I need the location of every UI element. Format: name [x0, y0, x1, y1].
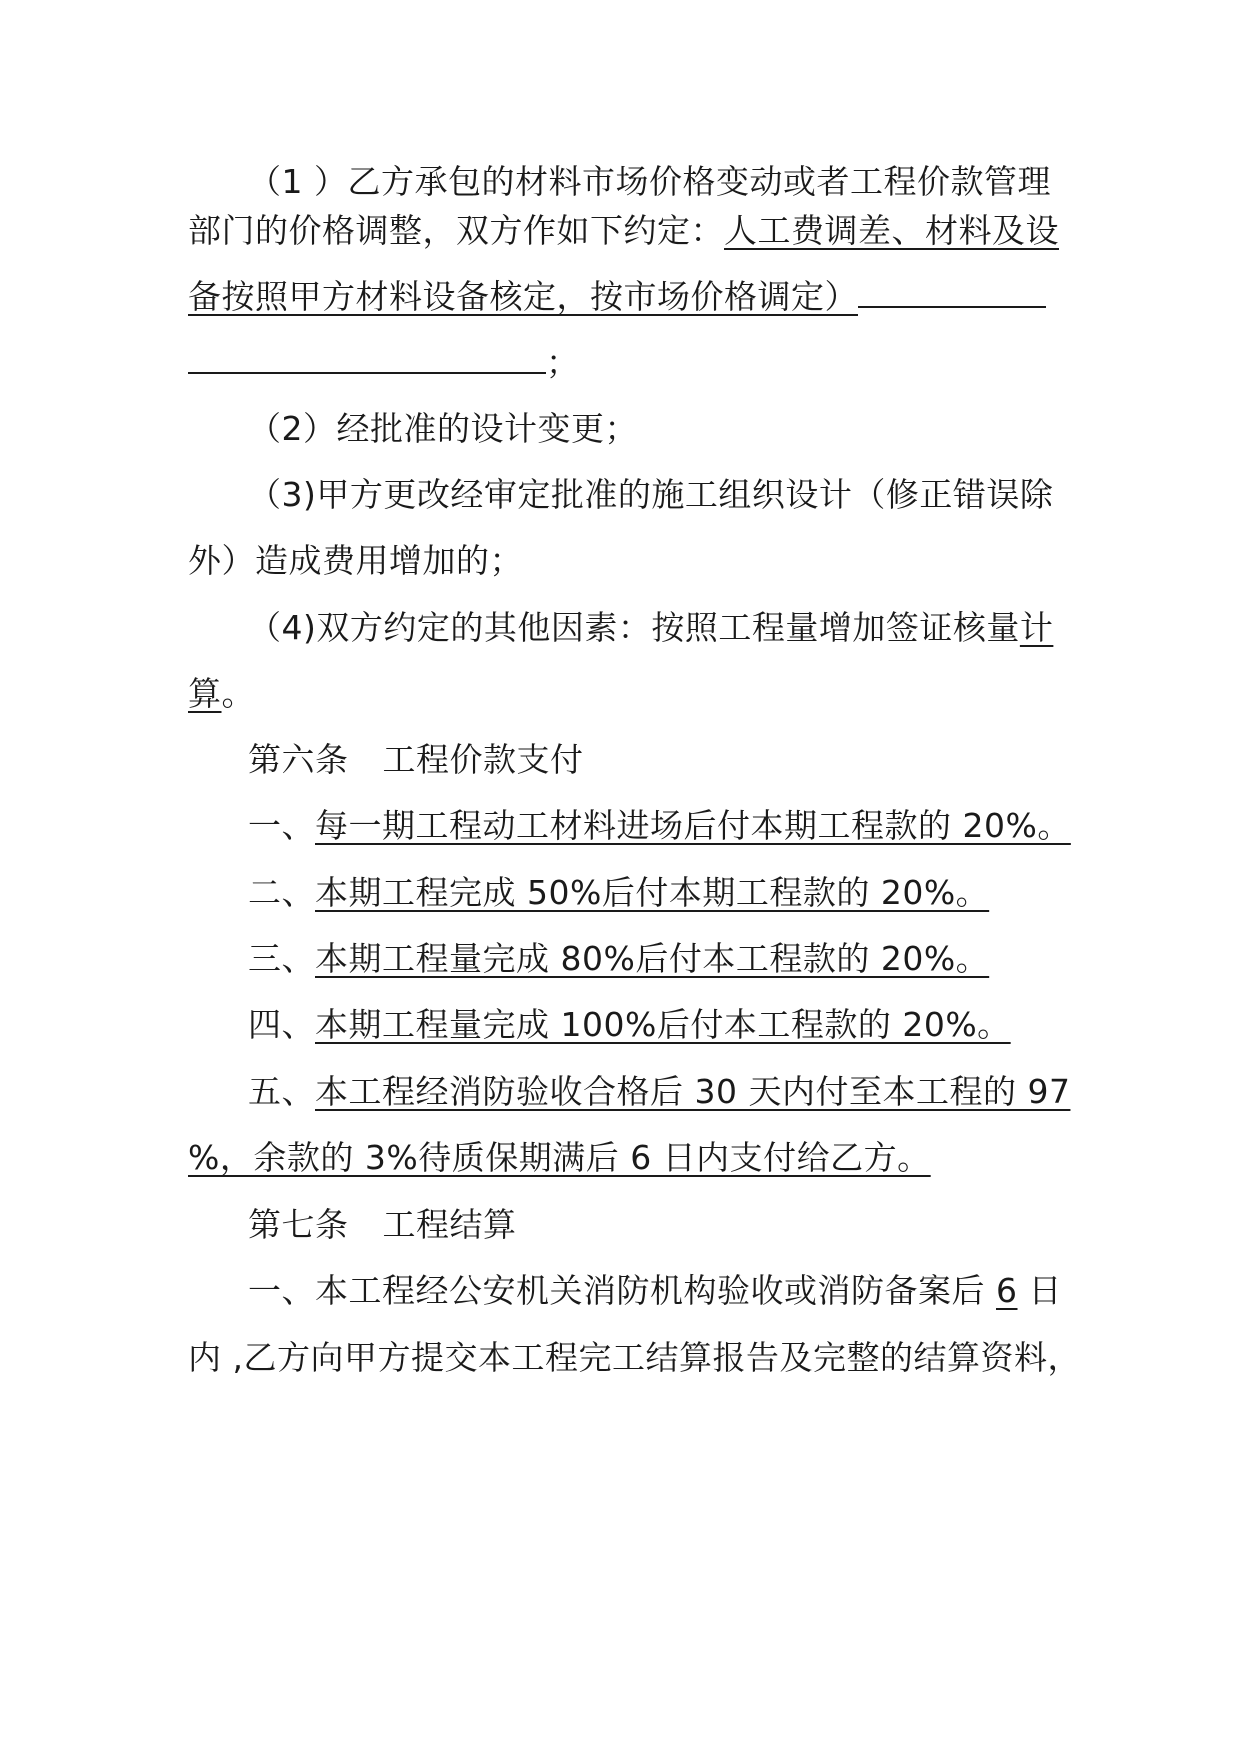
blank-rule	[858, 276, 1046, 308]
clause-4-line-2	[188, 672, 1058, 716]
settlement-item-1-line-2	[188, 1336, 1081, 1380]
article-6-heading	[248, 738, 1118, 782]
payment-item-1-text: 每一期工程动工材料进场后付本期工程款的 20%。	[315, 806, 1071, 845]
clause-1-text-cont: 部门的价格调整，双方作如下约定：	[188, 211, 724, 250]
clause-1-agreement-fill-cont: 备按照甲方材料设备核定，按市场价格调定）	[188, 277, 858, 316]
payment-item-2	[248, 871, 1118, 915]
clause-4-fill-cont: 算	[188, 674, 222, 713]
payment-item-5-line-2	[188, 1136, 1058, 1180]
settlement-item-1-text-end: 日	[1017, 1271, 1062, 1310]
payment-item-1-prefix: 一、	[248, 806, 315, 845]
payment-item-5-text-cont: %，余款的 3%待质保期满后 6 日内支付给乙方。	[188, 1138, 931, 1177]
clause-1-line-3	[188, 275, 1058, 319]
settlement-item-1-text: 一、本工程经公安机关消防机构验收或消防备案后	[248, 1271, 996, 1310]
article-6-number: 第六条	[248, 740, 349, 779]
settlement-item-1-line-1	[248, 1269, 1118, 1313]
payment-item-4-prefix: 四、	[248, 1005, 315, 1044]
payment-item-2-prefix: 二、	[248, 873, 315, 912]
payment-item-3	[248, 937, 1118, 981]
clause-1-line-1	[248, 160, 1118, 204]
payment-item-3-prefix: 三、	[248, 939, 315, 978]
clause-4-fill: 计	[1019, 608, 1054, 647]
payment-item-3-text: 本期工程量完成 80%后付本工程款的 20%。	[315, 939, 990, 978]
clause-4-text: （4)双方约定的其他因素：按照工程量增加签证核量	[248, 608, 1020, 647]
settlement-days-fill: 6	[996, 1271, 1018, 1310]
clause-3-text: （3)甲方更改经审定批准的施工组织设计（修正错误除	[248, 475, 1054, 514]
payment-item-5-line-1	[248, 1070, 1118, 1114]
article-7-title: 工程结算	[382, 1205, 517, 1244]
clause-3-text-cont: 外）造成费用增加的；	[188, 541, 523, 580]
payment-item-4-text: 本期工程量完成 100%后付本工程款的 20%。	[315, 1005, 1011, 1044]
payment-item-1	[248, 804, 1118, 848]
clause-1-agreement-fill: 人工费调差、材料及设	[724, 211, 1059, 250]
clause-2-text: （2）经批准的设计变更；	[248, 409, 638, 448]
clause-3-line-1	[248, 473, 1118, 517]
article-7-heading	[248, 1203, 1118, 1247]
payment-item-4	[248, 1003, 1118, 1047]
settlement-item-1-text-cont: 内 ,乙方向甲方提交本工程完工结算报告及完整的结算资料，	[188, 1338, 1081, 1377]
article-6-title: 工程价款支付	[382, 740, 584, 779]
payment-item-2-text: 本期工程完成 50%后付本期工程款的 20%。	[315, 873, 990, 912]
clause-3-line-2	[188, 539, 1058, 583]
blank-rule	[188, 342, 546, 374]
payment-item-5-prefix: 五、	[248, 1072, 315, 1111]
clause-4-line-1	[248, 606, 1118, 650]
clause-1-line-2	[188, 209, 1058, 253]
clause-1-text: （1 ）乙方承包的材料市场价格变动或者工程价款管理	[248, 162, 1051, 201]
clause-4-end: 。	[221, 674, 255, 713]
clause-2	[248, 407, 1118, 451]
article-7-number: 第七条	[248, 1205, 349, 1244]
clause-1-line-4	[188, 341, 1058, 385]
payment-item-5-text: 本工程经消防验收合格后 30 天内付至本工程的 97	[315, 1072, 1071, 1111]
clause-1-end: ；	[546, 343, 580, 382]
